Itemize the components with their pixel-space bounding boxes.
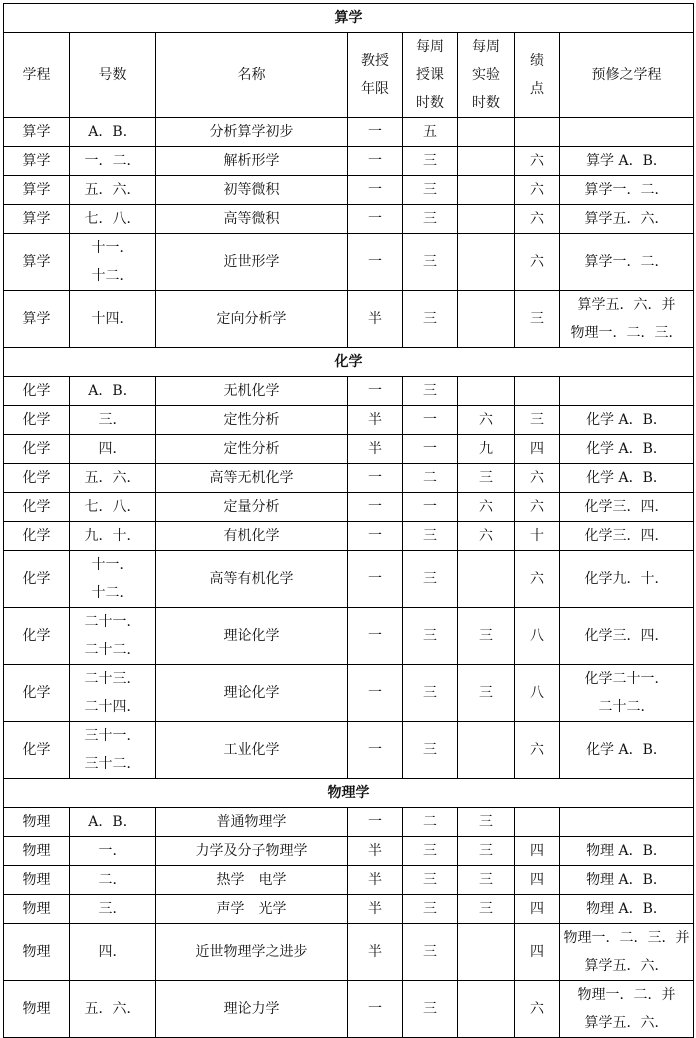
cell-credits: 三	[515, 291, 560, 348]
cell-lab-hours: 三	[458, 866, 515, 895]
cell-lecture-hours: 三	[403, 866, 458, 895]
cell-lecture-hours: 三	[403, 837, 458, 866]
cell-name: 高等无机化学	[156, 464, 348, 493]
header-lecture-hours	[403, 33, 458, 118]
cell-lecture-hours: 一	[403, 493, 458, 522]
header-credits-line: 点	[530, 81, 544, 97]
cell-prereq-line: 算学一．二．	[584, 254, 669, 270]
cell-years: 一	[348, 377, 403, 406]
table-row	[4, 234, 694, 291]
cell-number	[70, 551, 156, 608]
cell-credits	[515, 377, 560, 406]
cell-name: 无机化学	[156, 377, 348, 406]
cell-prereq-line: 物理一．二．三．	[570, 325, 683, 341]
cell-prereq	[560, 435, 694, 464]
cell-years: 一	[348, 608, 403, 665]
cell-number-line: 一．	[98, 843, 127, 859]
cell-lab-hours	[458, 234, 515, 291]
cell-prereq	[560, 981, 694, 1038]
header-duration	[348, 33, 403, 118]
cell-number	[70, 118, 156, 147]
cell-number-line: 三．	[98, 901, 127, 917]
cell-credits	[515, 118, 560, 147]
cell-lab-hours	[458, 147, 515, 176]
cell-years: 一	[348, 665, 403, 722]
section-header-row	[4, 348, 694, 377]
cell-number-line: 九．十．	[84, 528, 141, 544]
cell-number	[70, 522, 156, 551]
table-row	[4, 808, 694, 837]
table-row	[4, 608, 694, 665]
cell-prereq	[560, 234, 694, 291]
course-table-container	[3, 3, 694, 1038]
cell-number-line: 七．八．	[84, 211, 141, 227]
cell-credits: 八	[515, 608, 560, 665]
cell-number	[70, 435, 156, 464]
cell-program: 化学	[4, 377, 70, 406]
cell-credits	[515, 808, 560, 837]
cell-number-line: A．B．	[88, 383, 137, 399]
cell-program: 化学	[4, 464, 70, 493]
cell-credits: 六	[515, 493, 560, 522]
table-row	[4, 924, 694, 981]
cell-prereq-line: 化学 A．B．	[586, 470, 667, 486]
cell-prereq-line: 算学 A．B．	[586, 153, 667, 169]
cell-name: 工业化学	[156, 722, 348, 779]
cell-program: 算学	[4, 147, 70, 176]
cell-prereq	[560, 406, 694, 435]
cell-lecture-hours: 三	[403, 205, 458, 234]
cell-prereq	[560, 808, 694, 837]
cell-years: 一	[348, 493, 403, 522]
cell-number-line: 二十一．	[84, 614, 141, 630]
cell-lecture-hours: 二	[403, 464, 458, 493]
cell-name: 近世物理学之进步	[156, 924, 348, 981]
cell-name: 理论力学	[156, 981, 348, 1038]
cell-lab-hours	[458, 205, 515, 234]
cell-prereq-line: 化学三．四．	[584, 528, 669, 544]
cell-program: 算学	[4, 234, 70, 291]
cell-number	[70, 608, 156, 665]
section-title: 算学	[4, 4, 694, 33]
cell-prereq-line: 化学九．十．	[584, 571, 669, 587]
header-name: 名称	[156, 33, 348, 118]
cell-prereq	[560, 291, 694, 348]
cell-number	[70, 234, 156, 291]
cell-program: 物理	[4, 895, 70, 924]
cell-lecture-hours: 三	[403, 377, 458, 406]
cell-prereq	[560, 551, 694, 608]
cell-program: 化学	[4, 608, 70, 665]
cell-number	[70, 291, 156, 348]
cell-lab-hours	[458, 722, 515, 779]
column-header-row	[4, 33, 694, 118]
cell-name: 高等有机化学	[156, 551, 348, 608]
cell-prereq	[560, 895, 694, 924]
cell-program: 化学	[4, 665, 70, 722]
cell-years: 半	[348, 291, 403, 348]
cell-number	[70, 837, 156, 866]
cell-number	[70, 406, 156, 435]
cell-name: 理论化学	[156, 665, 348, 722]
cell-program: 化学	[4, 493, 70, 522]
cell-years: 半	[348, 406, 403, 435]
cell-number-line: 五．六．	[84, 1001, 141, 1017]
header-lecture-hours-line: 每周	[416, 39, 444, 55]
header-program: 学程	[4, 33, 70, 118]
cell-lecture-hours: 三	[403, 291, 458, 348]
table-row	[4, 176, 694, 205]
cell-prereq	[560, 176, 694, 205]
cell-name: 高等微积	[156, 205, 348, 234]
cell-name: 声学 光学	[156, 895, 348, 924]
cell-number-line: 三．	[98, 412, 127, 428]
cell-prereq	[560, 722, 694, 779]
cell-years: 半	[348, 924, 403, 981]
header-number: 号数	[70, 33, 156, 118]
cell-name: 分析算学初步	[156, 118, 348, 147]
cell-credits: 四	[515, 895, 560, 924]
cell-prereq-line: 物理 A．B．	[586, 843, 667, 859]
cell-lab-hours: 九	[458, 435, 515, 464]
cell-number	[70, 665, 156, 722]
cell-prereq-line: 物理一．二．并	[577, 987, 676, 1003]
cell-prereq-line: 化学 A．B．	[586, 412, 667, 428]
cell-lab-hours	[458, 551, 515, 608]
cell-years: 一	[348, 464, 403, 493]
section-header-row	[4, 779, 694, 808]
table-row	[4, 435, 694, 464]
cell-number-line: 五．六．	[84, 182, 141, 198]
cell-lab-hours: 六	[458, 522, 515, 551]
cell-years: 一	[348, 176, 403, 205]
cell-prereq-line: 物理一．二．三．并	[563, 930, 690, 946]
cell-number-line: A．B．	[88, 814, 137, 830]
cell-name: 普通物理学	[156, 808, 348, 837]
cell-years: 半	[348, 435, 403, 464]
cell-prereq	[560, 464, 694, 493]
cell-prereq-line: 化学 A．B．	[586, 742, 667, 758]
cell-prereq-line: 算学五．六．	[584, 1015, 669, 1031]
cell-number-line: 二．	[98, 872, 127, 888]
header-lab-hours	[458, 33, 515, 118]
cell-number-line: 三十一．	[84, 728, 141, 744]
cell-credits: 八	[515, 665, 560, 722]
cell-lecture-hours: 五	[403, 118, 458, 147]
cell-lecture-hours: 三	[403, 147, 458, 176]
cell-credits: 六	[515, 722, 560, 779]
cell-credits: 四	[515, 924, 560, 981]
cell-prereq-line: 化学三．四．	[584, 499, 669, 515]
table-row	[4, 551, 694, 608]
cell-program: 物理	[4, 866, 70, 895]
table-body	[4, 4, 694, 1038]
cell-program: 化学	[4, 435, 70, 464]
cell-number-line: 五．六．	[84, 470, 141, 486]
cell-number	[70, 808, 156, 837]
cell-program: 物理	[4, 808, 70, 837]
table-row	[4, 377, 694, 406]
cell-prereq-line: 算学五．六．	[584, 958, 669, 974]
table-row	[4, 464, 694, 493]
cell-program: 化学	[4, 406, 70, 435]
cell-name: 力学及分子物理学	[156, 837, 348, 866]
cell-prereq	[560, 608, 694, 665]
cell-name: 定向分析学	[156, 291, 348, 348]
cell-lab-hours: 三	[458, 464, 515, 493]
header-lecture-hours-line: 授课	[416, 67, 444, 83]
header-duration-line: 年限	[361, 81, 389, 97]
cell-name: 近世形学	[156, 234, 348, 291]
cell-program: 化学	[4, 522, 70, 551]
cell-lecture-hours: 一	[403, 435, 458, 464]
cell-number-line: 十二．	[91, 268, 134, 284]
cell-lecture-hours: 三	[403, 551, 458, 608]
table-row	[4, 981, 694, 1038]
cell-years: 一	[348, 808, 403, 837]
cell-years: 半	[348, 837, 403, 866]
cell-prereq	[560, 205, 694, 234]
table-row	[4, 722, 694, 779]
cell-number-line: 三十二．	[84, 756, 141, 772]
cell-lecture-hours: 三	[403, 924, 458, 981]
cell-prereq-line: 物理 A．B．	[586, 901, 667, 917]
cell-years: 半	[348, 895, 403, 924]
cell-number-line: 一．二．	[84, 153, 141, 169]
cell-credits: 六	[515, 981, 560, 1038]
cell-number	[70, 147, 156, 176]
cell-number-line: 七．八．	[84, 499, 141, 515]
cell-prereq	[560, 147, 694, 176]
table-row	[4, 895, 694, 924]
cell-number-line: 二十三．	[84, 671, 141, 687]
cell-years: 半	[348, 866, 403, 895]
cell-lecture-hours: 三	[403, 176, 458, 205]
cell-lab-hours: 六	[458, 406, 515, 435]
cell-number-line: 十一．	[91, 240, 134, 256]
cell-number-line: 十四．	[91, 311, 134, 327]
cell-prereq	[560, 924, 694, 981]
cell-lecture-hours: 二	[403, 808, 458, 837]
cell-credits: 六	[515, 464, 560, 493]
cell-lab-hours	[458, 924, 515, 981]
cell-lab-hours	[458, 118, 515, 147]
cell-program: 算学	[4, 291, 70, 348]
cell-credits: 六	[515, 147, 560, 176]
cell-name: 定性分析	[156, 406, 348, 435]
cell-number-line: A．B．	[88, 124, 137, 140]
cell-lecture-hours: 三	[403, 608, 458, 665]
cell-lecture-hours: 三	[403, 665, 458, 722]
cell-number	[70, 493, 156, 522]
cell-number	[70, 176, 156, 205]
cell-prereq-line: 二十二．	[598, 699, 655, 715]
cell-lab-hours	[458, 981, 515, 1038]
table-row	[4, 291, 694, 348]
cell-number	[70, 205, 156, 234]
header-credits	[515, 33, 560, 118]
cell-prereq	[560, 866, 694, 895]
cell-name: 定量分析	[156, 493, 348, 522]
cell-lab-hours: 六	[458, 493, 515, 522]
section-title: 化学	[4, 348, 694, 377]
cell-number	[70, 924, 156, 981]
cell-lecture-hours: 三	[403, 234, 458, 291]
cell-lab-hours	[458, 176, 515, 205]
cell-lab-hours: 三	[458, 665, 515, 722]
cell-name: 理论化学	[156, 608, 348, 665]
cell-years: 一	[348, 147, 403, 176]
course-table	[3, 3, 694, 1038]
table-row	[4, 147, 694, 176]
cell-name: 定性分析	[156, 435, 348, 464]
cell-prereq-line: 算学一．二．	[584, 182, 669, 198]
cell-prereq-line: 化学二十一．	[584, 671, 669, 687]
cell-prereq	[560, 118, 694, 147]
header-lab-hours-line: 实验	[472, 67, 500, 83]
cell-credits: 十	[515, 522, 560, 551]
cell-program: 算学	[4, 118, 70, 147]
cell-credits: 四	[515, 435, 560, 464]
header-prereq: 预修之学程	[560, 33, 694, 118]
header-lab-hours-line: 时数	[472, 95, 500, 111]
cell-number	[70, 377, 156, 406]
cell-lab-hours: 三	[458, 808, 515, 837]
table-row	[4, 118, 694, 147]
cell-number-line: 二十二．	[84, 642, 141, 658]
cell-years: 一	[348, 522, 403, 551]
table-row	[4, 493, 694, 522]
cell-prereq	[560, 837, 694, 866]
cell-years: 一	[348, 205, 403, 234]
cell-years: 一	[348, 118, 403, 147]
cell-prereq	[560, 665, 694, 722]
cell-number	[70, 464, 156, 493]
cell-prereq	[560, 493, 694, 522]
cell-lab-hours	[458, 377, 515, 406]
cell-program: 算学	[4, 205, 70, 234]
cell-name: 有机化学	[156, 522, 348, 551]
header-duration-line: 教授	[361, 53, 389, 69]
cell-prereq-line: 算学五．六．并	[577, 297, 676, 313]
cell-program: 化学	[4, 551, 70, 608]
cell-lab-hours: 三	[458, 608, 515, 665]
cell-credits: 六	[515, 234, 560, 291]
table-row	[4, 837, 694, 866]
cell-years: 一	[348, 234, 403, 291]
cell-prereq-line: 化学 A．B．	[586, 441, 667, 457]
cell-number-line: 四．	[98, 944, 127, 960]
cell-program: 物理	[4, 924, 70, 981]
cell-number	[70, 981, 156, 1038]
cell-prereq-line: 物理 A．B．	[586, 872, 667, 888]
section-header-row	[4, 4, 694, 33]
cell-number-line: 四．	[98, 441, 127, 457]
cell-prereq-line: 算学五．六．	[584, 211, 669, 227]
cell-credits: 六	[515, 551, 560, 608]
cell-number	[70, 895, 156, 924]
cell-lecture-hours: 三	[403, 722, 458, 779]
cell-name: 热学 电学	[156, 866, 348, 895]
cell-credits: 六	[515, 205, 560, 234]
cell-prereq-line: 化学三．四．	[584, 628, 669, 644]
cell-years: 一	[348, 981, 403, 1038]
cell-credits: 四	[515, 866, 560, 895]
cell-lecture-hours: 一	[403, 406, 458, 435]
cell-credits: 六	[515, 176, 560, 205]
cell-number	[70, 722, 156, 779]
cell-number-line: 二十四．	[84, 699, 141, 715]
cell-lecture-hours: 三	[403, 981, 458, 1038]
cell-number-line: 十二．	[91, 585, 134, 601]
cell-program: 化学	[4, 722, 70, 779]
cell-program: 物理	[4, 981, 70, 1038]
table-row	[4, 205, 694, 234]
section-title: 物理学	[4, 779, 694, 808]
header-lecture-hours-line: 时数	[416, 95, 444, 111]
header-lab-hours-line: 每周	[472, 39, 500, 55]
cell-number-line: 十一．	[91, 557, 134, 573]
cell-program: 物理	[4, 837, 70, 866]
cell-lecture-hours: 三	[403, 895, 458, 924]
cell-lab-hours: 三	[458, 895, 515, 924]
table-row	[4, 665, 694, 722]
table-row	[4, 522, 694, 551]
table-row	[4, 866, 694, 895]
cell-lab-hours	[458, 291, 515, 348]
cell-name: 解析形学	[156, 147, 348, 176]
cell-years: 一	[348, 722, 403, 779]
cell-credits: 三	[515, 406, 560, 435]
cell-number	[70, 866, 156, 895]
cell-lecture-hours: 三	[403, 522, 458, 551]
cell-prereq	[560, 377, 694, 406]
cell-lab-hours: 三	[458, 837, 515, 866]
cell-prereq	[560, 522, 694, 551]
cell-program: 算学	[4, 176, 70, 205]
cell-years: 一	[348, 551, 403, 608]
cell-name: 初等微积	[156, 176, 348, 205]
cell-credits: 四	[515, 837, 560, 866]
table-row	[4, 406, 694, 435]
header-credits-line: 绩	[530, 53, 544, 69]
